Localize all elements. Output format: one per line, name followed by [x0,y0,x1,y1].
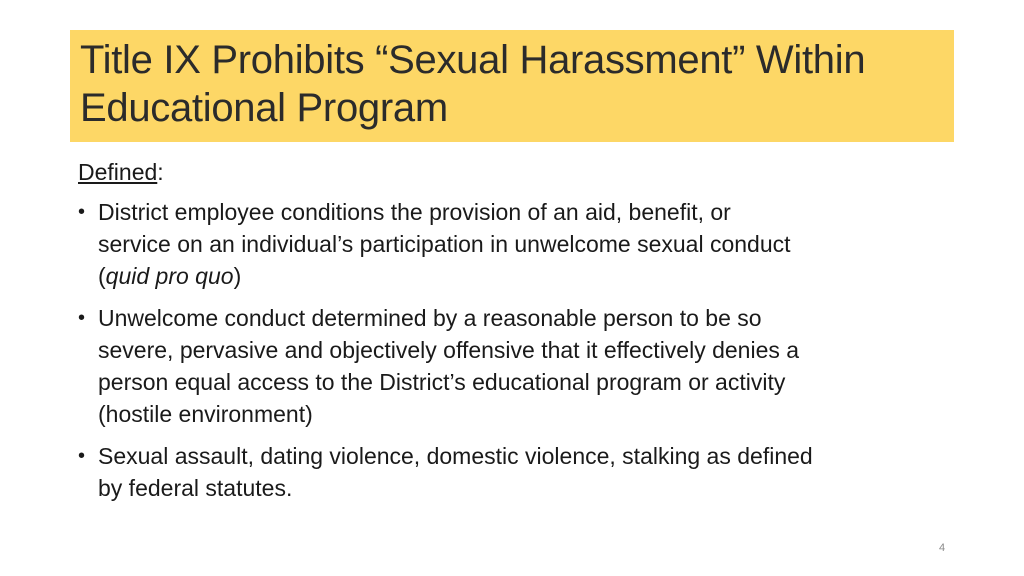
bullet-icon: • [78,445,86,467]
bullet-1-line-2: service on an individual’s participation in unwelcome sexual conduct [98,231,791,257]
paren-open: ( [98,263,106,289]
bullet-3-line-1: Sexual assault, dating violence, domestic violence, stalking as defined [98,443,813,469]
list-item-hostile-environment [78,302,958,430]
list-item-sexual-assault [78,440,958,504]
bullet-icon: • [78,307,86,329]
definition-list [78,196,958,504]
title-banner [70,30,954,142]
title-line-1: Title IX Prohibits “Sexual Harassment” Within [80,38,866,82]
bullet-2-line-2: severe, pervasive and objectively offensive that it effectively denies a [98,337,800,363]
bullet-1-line-3 [98,260,958,292]
bullet-2-line-1: Unwelcome conduct determined by a reasonable person to be so [98,305,762,331]
defined-label: Defined [78,159,158,185]
defined-heading [78,156,958,188]
slide-title [80,36,944,132]
paren-close: ) [233,263,242,289]
title-line-2: Educational Program [80,86,448,130]
defined-colon: : [157,159,164,185]
bullet-2-line-3: person equal access to the District’s educational program or activity [98,369,786,395]
bullet-icon: • [78,201,86,223]
bullet-3-line-2: by federal statutes. [98,475,293,501]
quid-pro-quo-term: quid pro quo [105,263,234,289]
bullet-2-line-4: (hostile environment) [98,401,313,427]
list-item-quid-pro-quo [78,196,958,292]
slide-body [78,156,958,514]
page-number: 4 [938,542,946,554]
bullet-1-line-1: District employee conditions the provision of an aid, benefit, or [98,199,731,225]
